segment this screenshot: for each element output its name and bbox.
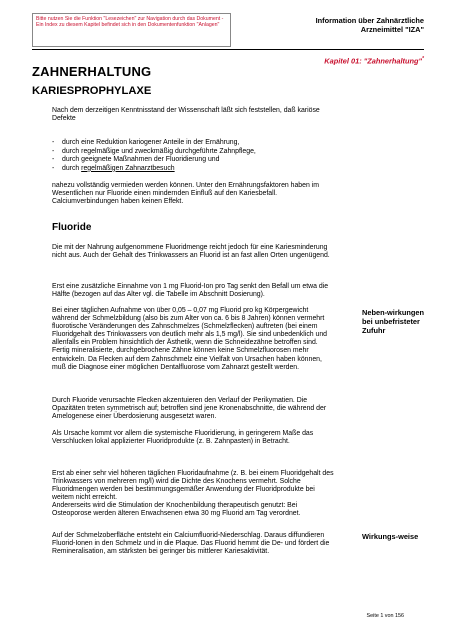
page-number: Seite 1 von 156 (366, 613, 404, 619)
paragraph-mode-of-action: Auf der Schmelzoberfläche entsteht ein Calciumfluorid-Niederschlag. Daraus diffundieren Fluorid-Ionen in den Schmelz und in die Plaque. Das Fluorid hemmt die De- und fördert die Remineralisation, am stärksten bei geringer bis mittlerer Kariesaktivität. (52, 532, 330, 556)
paragraph-fluoride-intake: Die mit der Nahrung aufgenommene Fluoridmenge reicht jedoch für eine Kariesminderung nicht aus. Auch der Gehalt des Trinkwassers an Fluorid ist an fast allen Orten ungenügend. (52, 244, 330, 260)
header-line-2: Arzneimittel "IZA" (360, 25, 424, 34)
page-title: ZAHNERHALTUNG (32, 64, 152, 79)
chapter-label (324, 56, 424, 65)
header-line-1: Information über Zahnärztliche (315, 16, 424, 25)
after-list-paragraph: nahezu vollständig vermieden werden können. Unter den Ernährungsfaktoren haben im Wesentlichen nur Fluoride einen mindernden Einfluß auf den Kariesbefall. Calciumverbindungen haben keinen Effekt. (52, 182, 319, 206)
margin-note-mode-of-action: Wirkungs-weise (362, 532, 419, 541)
header-divider (32, 49, 424, 50)
paragraph-fluorosis: Bei einer täglichen Aufnahme von über 0,05 – 0,07 mg Fluorid pro kg Körpergewicht während der Schmelzbildung (also bis zum Alter von ca. 6 bis 8 Jahren) können vermehrt fluorotische Veränderungen des Zahnschmelzes (Schmelzflecken) auftreten (bei einem Fluoridgehalt des Trinkwassers von deutlich mehr als 1,5 mg/l). Sie sind unbedenklich und allenfalls ein Problem hinsichtlich der Ästhetik, wenn die Schneidezähne betroffen sind. Fertig mineralisierte, durchgebrochene Zähne können keine Schmelzfluorosen mehr entwickeln. Da Flecken auf dem Zahnschmelz eine Vielfalt von Ursachen haben können, muß die Diagnose einer möglichen Dentalfluorose vom Zahnarzt gestellt werden. (52, 307, 328, 371)
chapter-title: Kapitel 01: "Zahnerhaltung" (324, 56, 423, 66)
margin-note-side-effects: Neben-wirkungen bei unbefristeter Zufuhr (362, 308, 425, 335)
section-title-kariesprophylaxe: KARIESPROPHYLAXE (32, 85, 152, 97)
intro-paragraph: Nach dem derzeitigen Kenntnisstand der Wissenschaft läßt sich feststellen, daß kariöse Defekte (52, 107, 320, 123)
paragraph-bone-density: Erst ab einer sehr viel höheren täglichen Fluoridaufnahme (z. B. bei einem Fluoridgehalt des Trinkwassers von mehreren mg/l) wird die Dichte des Knochens vermehrt. Solche Fluoridmengen werden bei bestimmungsgemäßer Anwendung der Fluoridprodukte bei weitem nicht erreicht. Andererseits wird die Stimulation der Knochenbildung therapeutisch genutzt: Bei Osteoporose werden älteren Erwachsenen etwa 30 mg Fluorid am Tag verordnet. (52, 470, 334, 518)
paragraph-perikymatien: Durch Fluoride verursachte Flecken akzentuieren den Verlauf der Perikymatien. Die Opazitäten treten symmetrisch auf; betroffen sind jene Kronenabschnitte, die während der Amelogenese einer Überdosierung ausgesetzt waren. (52, 397, 327, 421)
document-header (224, 16, 424, 34)
paragraph-fluoride-dose: Erst eine zusätzliche Einnahme von 1 mg Fluorid-Ion pro Tag senkt den Befall um etwa die Hälfte (bezogen auf das Alter vgl. die Tabelle im Abschnitt Dosierung). (52, 283, 329, 299)
list-item (52, 165, 334, 174)
list-item: - durch geeignete Maßnahmen der Fluoridierung und (52, 156, 334, 165)
chapter-marker: * (422, 56, 424, 62)
prevention-list (52, 139, 334, 173)
list-item-prefix: durch (62, 164, 82, 172)
list-item: - durch eine Reduktion kariogener Anteile in der Ernährung, (52, 139, 334, 148)
navigation-notice: Bitte nutzen Sie die Funktion "Lesezeichen" zur Navigation durch das Dokument - Ein Index zu diesem Kapitel befindet sich in den Dokumentenfunktion "Anlagen" (32, 13, 231, 47)
dentist-visit-link-text: regelmäßigen Zahnarztbesuch (81, 164, 175, 172)
section-title-fluoride: Fluoride (52, 222, 92, 233)
list-item: - durch regelmäßige und zweckmäßig durchgeführte Zahnpflege, (52, 148, 334, 157)
paragraph-cause: Als Ursache kommt vor allem die systemische Fluoridierung, in geringerem Maße das Verschlucken lokal applizierter Fluoridprodukte (z. B. Zahnpasten) in Betracht. (52, 430, 314, 446)
